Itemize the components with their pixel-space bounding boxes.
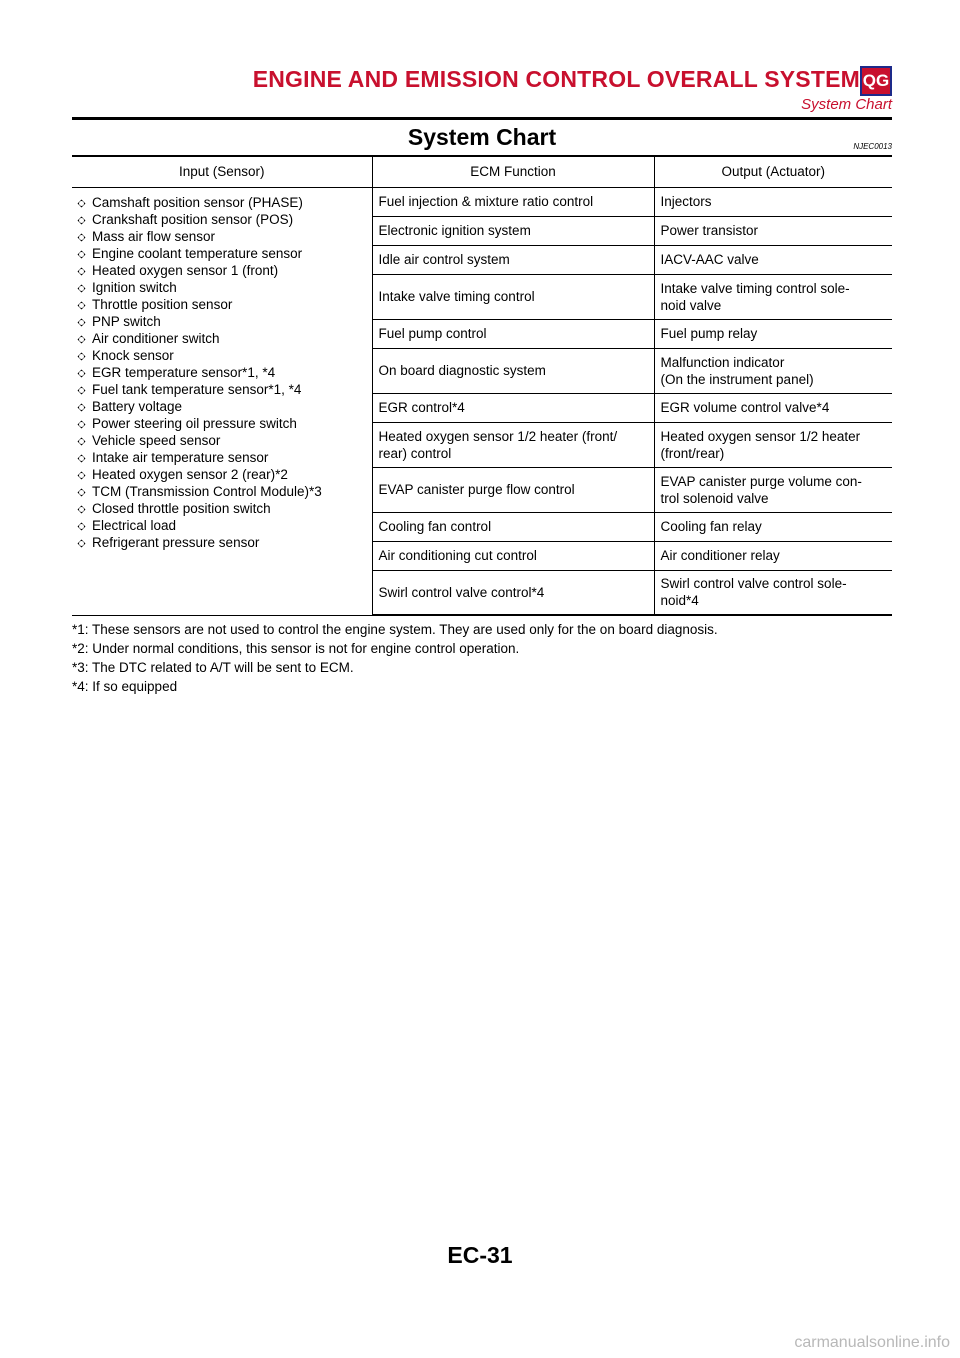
- column-header-function: ECM Function: [372, 156, 654, 187]
- sensor-list-item: Battery voltage: [78, 398, 366, 415]
- page-header: [0, 0, 960, 120]
- output-actuator-cell: Swirl control valve control sole- noid*4: [654, 570, 892, 615]
- sensor-list-item: EGR temperature sensor*1, *4: [78, 364, 366, 381]
- model-badge: QG: [860, 66, 892, 96]
- ecm-function-cell: Cooling fan control: [372, 512, 654, 541]
- output-actuator-cell: Cooling fan relay: [654, 512, 892, 541]
- sensor-list-item: Throttle position sensor: [78, 296, 366, 313]
- output-actuator-cell: Power transistor: [654, 216, 892, 245]
- header-subtitle: System Chart: [801, 96, 892, 113]
- output-actuator-cell: Heated oxygen sensor 1/2 heater (front/rear): [654, 422, 892, 467]
- watermark: carmanualsonline.info: [794, 1334, 950, 1351]
- section-title: System Chart: [407, 124, 557, 150]
- section-code: NJEC0013: [853, 142, 892, 151]
- ecm-function-cell: Fuel pump control: [372, 319, 654, 348]
- input-sensor-cell: [72, 187, 372, 615]
- table-header-row: [72, 156, 892, 187]
- sensor-list-item: Crankshaft position sensor (POS): [78, 211, 366, 228]
- table-body: [72, 187, 892, 615]
- output-actuator-cell: EGR volume control valve*4: [654, 393, 892, 422]
- sensor-list-item: Fuel tank temperature sensor*1, *4: [78, 381, 366, 398]
- output-actuator-cell: IACV-AAC valve: [654, 245, 892, 274]
- sensor-list-item: TCM (Transmission Control Module)*3: [78, 483, 366, 500]
- sensor-list-item: Intake air temperature sensor: [78, 449, 366, 466]
- footnote: *4: If so equipped: [72, 679, 178, 694]
- section-heading: [72, 121, 892, 155]
- sensor-list-item: Air conditioner switch: [78, 330, 366, 347]
- sensor-list-item: Power steering oil pressure switch: [78, 415, 366, 432]
- sensor-list-item: Electrical load: [78, 517, 366, 534]
- output-actuator-cell: Air conditioner relay: [654, 541, 892, 570]
- ecm-function-cell: On board diagnostic system: [372, 348, 654, 393]
- ecm-function-cell: Swirl control valve control*4: [372, 570, 654, 615]
- sensor-list-item: Heated oxygen sensor 2 (rear)*2: [78, 466, 366, 483]
- footnote: *1: These sensors are not used to control the engine system. They are used only for the on board diagnosis.: [72, 622, 718, 637]
- sensor-list-item: Mass air flow sensor: [78, 228, 366, 245]
- output-actuator-cell: EVAP canister purge volume con- trol solenoid valve: [654, 467, 892, 512]
- ecm-function-cell: Idle air control system: [372, 245, 654, 274]
- ecm-function-cell: Electronic ignition system: [372, 216, 654, 245]
- sensor-list-item: Camshaft position sensor (PHASE): [78, 194, 366, 211]
- sensor-list-item: Refrigerant pressure sensor: [78, 534, 366, 551]
- sensor-list-item: Heated oxygen sensor 1 (front): [78, 262, 366, 279]
- sensor-list-item: Vehicle speed sensor: [78, 432, 366, 449]
- ecm-function-cell: Air conditioning cut control: [372, 541, 654, 570]
- sensor-list-item: Closed throttle position switch: [78, 500, 366, 517]
- ecm-function-cell: EGR control*4: [372, 393, 654, 422]
- sensor-list-item: Knock sensor: [78, 347, 366, 364]
- ecm-function-cell: Intake valve timing control: [372, 274, 654, 319]
- sensor-list-item: Engine coolant temperature sensor: [78, 245, 366, 262]
- column-header-input: Input (Sensor): [72, 156, 372, 187]
- table-row: [72, 187, 892, 216]
- column-header-output: Output (Actuator): [654, 156, 892, 187]
- output-actuator-cell: Intake valve timing control sole- noid valve: [654, 274, 892, 319]
- footnotes: [72, 620, 892, 696]
- ecm-function-cell: Fuel injection & mixture ratio control: [372, 187, 654, 216]
- header-divider: [72, 117, 892, 120]
- ecm-function-cell: EVAP canister purge flow control: [372, 467, 654, 512]
- sensor-list: [78, 194, 366, 551]
- sensor-list-item: PNP switch: [78, 313, 366, 330]
- footnote: *3: The DTC related to A/T will be sent to ECM.: [72, 660, 354, 675]
- output-actuator-cell: Fuel pump relay: [654, 319, 892, 348]
- header-title: ENGINE AND EMISSION CONTROL OVERALL SYSTEM: [252, 66, 860, 92]
- footnote: *2: Under normal conditions, this sensor is not for engine control operation.: [72, 641, 520, 656]
- output-actuator-cell: Malfunction indicator (On the instrument panel): [654, 348, 892, 393]
- ecm-function-cell: Heated oxygen sensor 1/2 heater (front/ rear) control: [372, 422, 654, 467]
- output-actuator-cell: Injectors: [654, 187, 892, 216]
- system-chart-table: [72, 155, 892, 616]
- sensor-list-item: Ignition switch: [78, 279, 366, 296]
- page-number: EC-31: [447, 1242, 513, 1268]
